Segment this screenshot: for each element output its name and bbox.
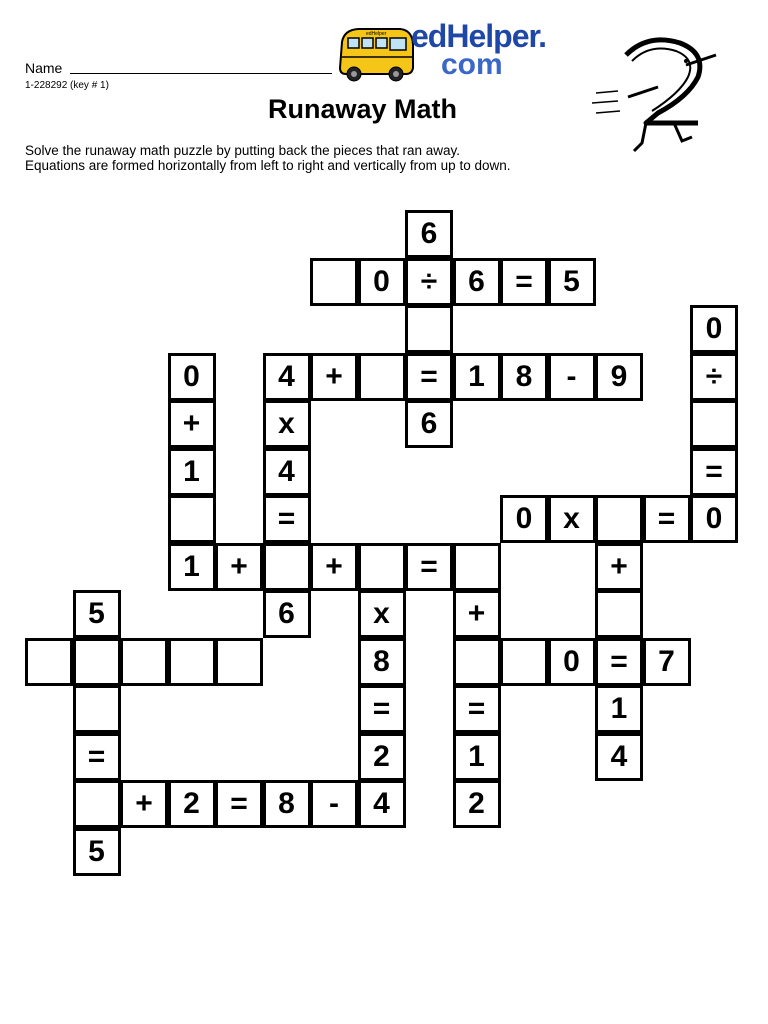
key-code: 1-228292 (key # 1) [25, 80, 109, 91]
puzzle-cell: = [690, 448, 738, 496]
puzzle-cell: + [310, 353, 358, 401]
puzzle-cell: = [643, 495, 691, 543]
puzzle-cell: = [73, 733, 121, 781]
puzzle-cell: = [358, 685, 406, 733]
puzzle-cell: 4 [595, 733, 643, 781]
puzzle-blank-cell[interactable] [453, 638, 501, 686]
puzzle-cell: 1 [168, 543, 216, 591]
puzzle-blank-cell[interactable] [595, 495, 643, 543]
puzzle-cell: = [215, 780, 263, 828]
puzzle-cell: 6 [405, 400, 453, 448]
puzzle-cell: x [548, 495, 596, 543]
puzzle-cell: + [453, 590, 501, 638]
puzzle-blank-cell[interactable] [263, 543, 311, 591]
puzzle-cell: + [168, 400, 216, 448]
puzzle-cell: - [548, 353, 596, 401]
puzzle-cell: 6 [453, 258, 501, 306]
puzzle-blank-cell[interactable] [168, 495, 216, 543]
puzzle-cell: 4 [358, 780, 406, 828]
puzzle-blank-cell[interactable] [73, 638, 121, 686]
puzzle-cell: 1 [453, 353, 501, 401]
puzzle-cell: 8 [500, 353, 548, 401]
puzzle-cell: 9 [595, 353, 643, 401]
puzzle-cell: + [215, 543, 263, 591]
puzzle-cell: 5 [73, 828, 121, 876]
puzzle-cell: x [358, 590, 406, 638]
puzzle-cell: = [405, 353, 453, 401]
puzzle-cell: + [120, 780, 168, 828]
bus-label: edHelper [366, 31, 387, 37]
puzzle-blank-cell[interactable] [358, 543, 406, 591]
puzzle-blank-cell[interactable] [168, 638, 216, 686]
puzzle-cell: 1 [168, 448, 216, 496]
puzzle-cell: 1 [453, 733, 501, 781]
puzzle-cell: 2 [453, 780, 501, 828]
logo-com-text: com [441, 48, 503, 81]
name-label: Name [25, 60, 63, 76]
puzzle-cell: 8 [358, 638, 406, 686]
puzzle-cell: 0 [168, 353, 216, 401]
puzzle-cell: 1 [595, 685, 643, 733]
puzzle-cell: 8 [263, 780, 311, 828]
puzzle-cell: 4 [263, 353, 311, 401]
puzzle-cell: = [405, 543, 453, 591]
puzzle-cell: 0 [548, 638, 596, 686]
puzzle-blank-cell[interactable] [358, 353, 406, 401]
page-title: Runaway Math [268, 94, 458, 124]
puzzle-cell: 2 [168, 780, 216, 828]
puzzle-cell: 0 [500, 495, 548, 543]
puzzle-cell: - [310, 780, 358, 828]
puzzle-blank-cell[interactable] [405, 305, 453, 353]
logo-text: edHelper. [411, 18, 547, 54]
puzzle-cell: ÷ [405, 258, 453, 306]
puzzle-cell: + [310, 543, 358, 591]
puzzle-cell: 0 [358, 258, 406, 306]
puzzle-cell: = [595, 638, 643, 686]
puzzle-cell: 4 [263, 448, 311, 496]
puzzle-cell: = [500, 258, 548, 306]
puzzle-cell: 7 [643, 638, 691, 686]
puzzle-blank-cell[interactable] [310, 258, 358, 306]
puzzle-blank-cell[interactable] [595, 590, 643, 638]
puzzle-cell: 6 [263, 590, 311, 638]
puzzle-cell: x [263, 400, 311, 448]
puzzle-cell: 0 [690, 495, 738, 543]
puzzle-cell: = [263, 495, 311, 543]
puzzle-blank-cell[interactable] [690, 400, 738, 448]
puzzle-blank-cell[interactable] [73, 685, 121, 733]
puzzle-cell: ÷ [690, 353, 738, 401]
puzzle-cell: + [595, 543, 643, 591]
puzzle-cell: = [453, 685, 501, 733]
puzzle-blank-cell[interactable] [120, 638, 168, 686]
puzzle-cell: 2 [358, 733, 406, 781]
puzzle-blank-cell[interactable] [215, 638, 263, 686]
puzzle-blank-cell[interactable] [73, 780, 121, 828]
puzzle-cell: 0 [690, 305, 738, 353]
puzzle-cell: 6 [405, 210, 453, 258]
instructions-line-1: Solve the runaway math puzzle by putting back the pieces that ran away. [25, 143, 460, 158]
puzzle-blank-cell[interactable] [25, 638, 73, 686]
puzzle-blank-cell[interactable] [453, 543, 501, 591]
puzzle-cell: 5 [73, 590, 121, 638]
puzzle-cell: 5 [548, 258, 596, 306]
instructions-line-2: Equations are formed horizontally from left to right and vertically from up to down. [25, 158, 511, 173]
puzzle-blank-cell[interactable] [500, 638, 548, 686]
